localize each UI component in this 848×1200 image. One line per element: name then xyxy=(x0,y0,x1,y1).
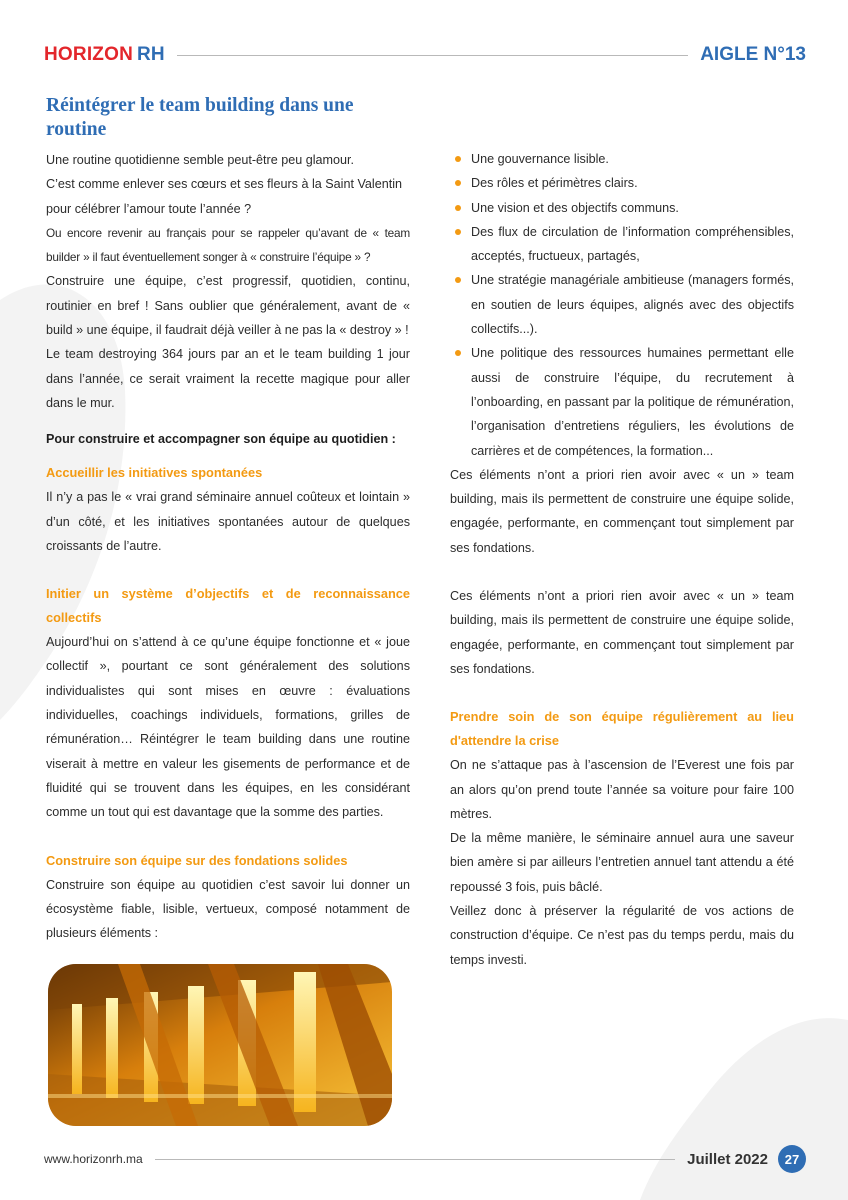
section-text-spontaneous: Il n’y a pas le « vrai grand séminaire annuel coûteux et lointain » d’un côté, et les initiatives spontanées autour de quelques croissants de l’autre. xyxy=(46,490,410,553)
care-paragraph-1: On ne s’attaque pas à l’ascension de l’Everest une fois par an alors qu’on prend toute l’année sa voiture pour faire 100 mètres. xyxy=(450,758,794,821)
section-text-foundations: Construire son équipe au quotidien c’est savoir lui donner un écosystème fiable, lisible, vertueux, composé notamment de plusieurs éléments : xyxy=(46,877,410,941)
section-heading-spontaneous: Accueillir les initiatives spontanées xyxy=(46,465,263,481)
list-item-text: Des flux de circulation de l’information compréhensibles, acceptés, fructueux, partagés, xyxy=(471,224,794,264)
list-item xyxy=(450,268,794,341)
intro-paragraph-3: Ou encore revenir au français pour se rappeler qu’avant de « team builder » il faut éventuellement songer à « construire l’équipe » ? xyxy=(46,225,410,265)
list-item xyxy=(450,147,794,171)
website-link[interactable]: www.horizonrh.ma xyxy=(44,1152,143,1166)
right-column xyxy=(450,147,794,972)
summary-paragraph-2: Ces éléments n’ont a priori rien avoir avec « un » team building, mais ils permettent de construire une équipe solide, engagée, performante, en commençant tout simplement par ses fondations. xyxy=(450,589,794,676)
bullet-dot-icon xyxy=(455,205,461,211)
intro-paragraph-2: C’est comme enlever ses cœurs et ses fleurs à la Saint Valentin pour célébrer l’amour toute l’année ? xyxy=(46,177,403,216)
brand-logo-horizon: HORIZON xyxy=(44,44,134,65)
section-text-objectives: Aujourd’hui on s’attend à ce qu’une équipe fonctionne et « joue collectif », pourtant ce sont généralement des solutions individualistes qui sont mises en œuvre : évaluations individuelles, coachings individuels, formations, grilles de rémunération… Réintégrer le team building dans une routine viserait à mettre en valeur les gisements de performance et de fluidité qui se trouvent dans les équipes, en les considérant comme un tout qui est davantage que la somme des parties. xyxy=(46,635,410,820)
intro-paragraph-4: Construire une équipe, c’est progressif, quotidien, continu, routinier en bref ! Sans oublier que généralement, avant de « build » une équipe, il faudrait déjà veiller à ne pas la « destroy » ! xyxy=(46,274,410,338)
left-column xyxy=(46,94,410,945)
section-heading-care: Prendre soin de son équipe régulièrement au lieu d'attendre la crise xyxy=(450,709,794,749)
care-paragraph-3: Veillez donc à préserver la régularité de vos actions de construction d’équipe. Ce n’est pas du temps perdu, mais du temps investi. xyxy=(450,904,794,967)
bold-intro: Pour construire et accompagner son équipe au quotidien : xyxy=(46,432,396,447)
list-item xyxy=(450,220,794,269)
section-heading-foundations: Construire son équipe sur des fondations solides xyxy=(46,852,348,868)
bullet-dot-icon xyxy=(455,277,461,283)
footer-divider xyxy=(155,1159,675,1160)
brand-logo-rh: RH xyxy=(137,44,165,65)
section-heading-objectives: Initier un système d’objectifs et de reconnaissance collectifs xyxy=(46,586,410,626)
list-item-text: Des rôles et périmètres clairs. xyxy=(471,176,638,191)
list-item-text: Une gouvernance lisible. xyxy=(471,152,609,166)
bullet-dot-icon xyxy=(455,229,461,235)
page-footer xyxy=(44,1144,806,1174)
summary-paragraph-1: Ces éléments n’ont a priori rien avoir avec « un » team building, mais ils permettent de construire une équipe solide, engagée, performante, en commençant tout simplement par ses fondations. xyxy=(450,467,794,555)
issue-number: AIGLE N°13 xyxy=(700,44,806,65)
list-item-text: Une vision et des objectifs communs. xyxy=(471,200,679,215)
article-title: Réintégrer le team building dans une routine xyxy=(46,95,354,140)
issue-date: Juillet 2022 xyxy=(687,1150,768,1168)
care-paragraph-2: De la même manière, le séminaire annuel aura une saveur bien amère si par ailleurs l’entretien annuel tant attendu a été repoussé 3 fois, puis bâclé. xyxy=(450,831,794,894)
bullet-dot-icon xyxy=(455,180,461,186)
bullet-dot-icon xyxy=(455,156,461,162)
list-item-text: Une politique des ressources humaines permettant elle aussi de construire l’équipe, du recrutement à l’onboarding, en passant par la politique de rémunération, l’organisation d’entretiens réguliers, les évolutions de carrières et de compétences, la formation... xyxy=(471,346,794,458)
list-item-text: Une stratégie managériale ambitieuse (managers formés, en soutien de leurs équipes, alignés avec des objectifs collectifs...). xyxy=(471,273,794,337)
page-header xyxy=(44,40,806,70)
page-number-badge: 27 xyxy=(778,1145,806,1173)
list-item xyxy=(450,341,794,462)
brand-logo[interactable] xyxy=(44,44,165,66)
list-item xyxy=(450,171,794,195)
intro-paragraph-1: Une routine quotidienne semble peut-être peu glamour. xyxy=(46,153,355,167)
intro-paragraph-5: Le team destroying 364 jours par an et le team building 1 jour dans l’année, ce serait vraiment la recette magique pour aller dans le mur. xyxy=(46,347,410,410)
article-photo xyxy=(48,964,392,1126)
corridor-illustration xyxy=(48,964,392,1126)
element-list xyxy=(450,147,794,463)
list-item xyxy=(450,196,794,220)
header-divider xyxy=(177,55,688,56)
bullet-dot-icon xyxy=(455,350,461,356)
